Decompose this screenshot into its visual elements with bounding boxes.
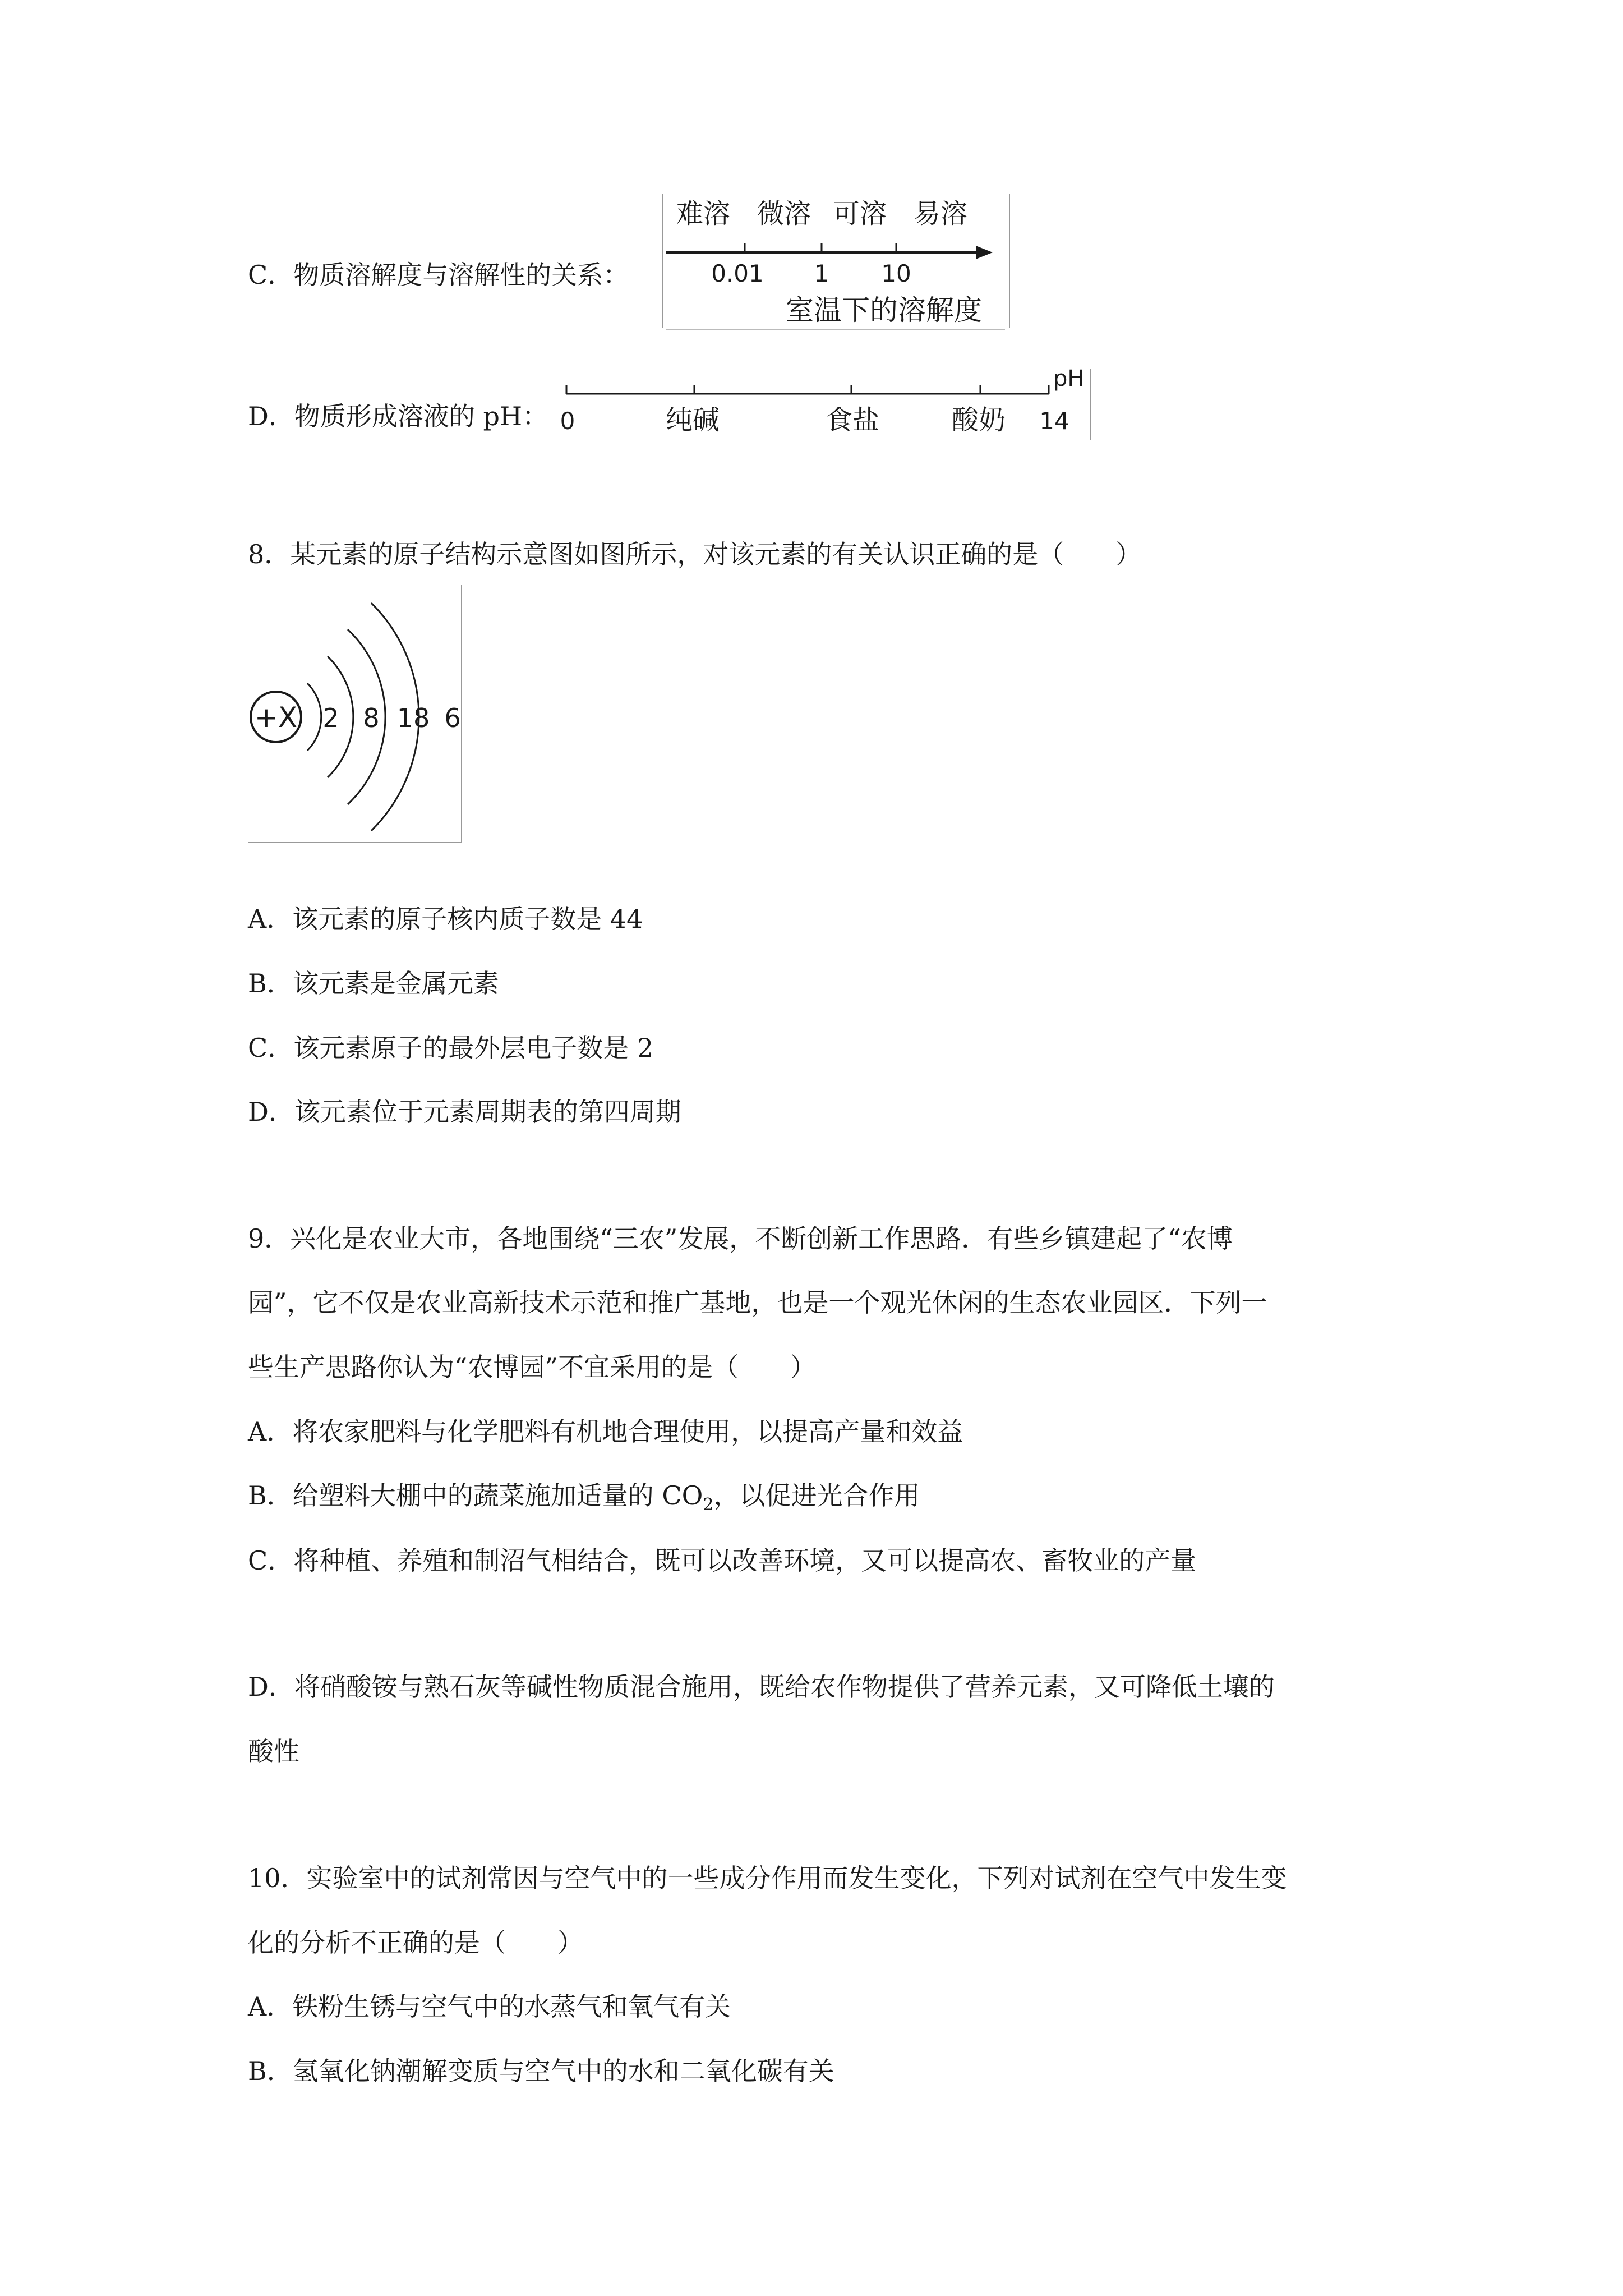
- atomic-structure-diagram: [247, 583, 465, 847]
- solubility-category-1: 难溶: [676, 198, 731, 229]
- question-9-option-d-line-1: D．将硝酸铵与熟石灰等碱性物质混合施用，既给农作物提供了营养元素，又可降低土壤的: [248, 1672, 1275, 1702]
- shell-electrons-4: 6: [444, 703, 461, 733]
- question-9-option-c: C．将种植、养殖和制沼气相结合，既可以改善环境，又可以提高农、畜牧业的产量: [248, 1545, 1197, 1576]
- question-9-option-d-line-2: 酸性: [248, 1736, 299, 1766]
- question-10-option-a: A．铁粉生锈与空气中的水蒸气和氧气有关: [248, 1991, 731, 2022]
- question-10-stem-line-1: 10．实验室中的试剂常因与空气中的一些成分作用而发生变化，下列对试剂在空气中发生变: [248, 1863, 1287, 1893]
- solubility-axis-label: 室温下的溶解度: [786, 294, 982, 326]
- shell-electrons-3: 18: [396, 703, 430, 733]
- question-9-stem-line-2: 园”，它不仅是农业高新技术示范和推广基地，也是一个观光休闲的生态农业园区．下列一: [248, 1287, 1267, 1318]
- electron-shell-1: [307, 683, 321, 751]
- ph-item-yogurt: 酸奶: [951, 404, 1006, 436]
- ph-unit-label: pH: [1053, 366, 1085, 392]
- solubility-axis-arrow: [976, 246, 993, 259]
- tick-label-001: 0.01: [711, 260, 764, 287]
- question-8-option-c: C．该元素原子的最外层电子数是 2: [248, 1033, 654, 1063]
- question-10-option-b: B．氢氧化钠潮解变质与空气中的水和二氧化碳有关: [248, 2056, 834, 2086]
- option-b-subscript: 2: [703, 1495, 714, 1515]
- ph-item-soda: 纯碱: [665, 404, 720, 436]
- question-9-stem-line-1: 9．兴化是农业大市，各地围绕“三农”发展，不断创新工作思路．有些乡镇建起了“农博: [248, 1223, 1233, 1254]
- option-7c-label: C．物质溶解度与溶解性的关系：: [248, 260, 629, 290]
- ph-start-label: 0: [560, 407, 575, 435]
- nucleus-charge-label: +X: [254, 701, 298, 734]
- question-8-stem: 8．某元素的原子结构示意图如图所示，对该元素的有关认识正确的是（ ）: [248, 539, 1142, 569]
- option-b-text: B．给塑料大棚中的蔬菜施加适量的 CO: [248, 1480, 703, 1511]
- question-9-option-a: A．将农家肥料与化学肥料有机地合理使用，以提高产量和效益: [248, 1416, 963, 1447]
- option-7d-label: D．物质形成溶液的 pH：: [248, 401, 548, 431]
- question-8-option-a: A．该元素的原子核内质子数是 44: [248, 904, 643, 934]
- question-9-stem-line-3: 些生产思路你认为“农博园”不宜采用的是（ ）: [248, 1352, 817, 1382]
- option-b-text-end: ，以促进光合作用: [713, 1480, 920, 1511]
- question-9-option-b: [248, 1479, 920, 1522]
- ph-end-label: 14: [1039, 407, 1069, 435]
- shell-electrons-2: 8: [363, 703, 380, 733]
- question-8-option-d: D．该元素位于元素周期表的第四周期: [248, 1097, 681, 1127]
- question-10-stem-line-2: 化的分析不正确的是（ ）: [248, 1927, 583, 1958]
- solubility-category-3: 可溶: [832, 198, 887, 229]
- ph-item-salt: 食盐: [825, 404, 880, 436]
- solubility-category-2: 微溶: [757, 198, 811, 229]
- question-8-option-b: B．该元素是金属元素: [248, 968, 499, 999]
- tick-label-10: 10: [881, 260, 911, 287]
- solubility-category-4: 易溶: [913, 198, 968, 229]
- shell-electrons-1: 2: [322, 703, 339, 733]
- tick-label-1: 1: [814, 260, 829, 287]
- solubility-axis-figure: [662, 194, 1021, 334]
- ph-scale-figure: [555, 365, 1094, 443]
